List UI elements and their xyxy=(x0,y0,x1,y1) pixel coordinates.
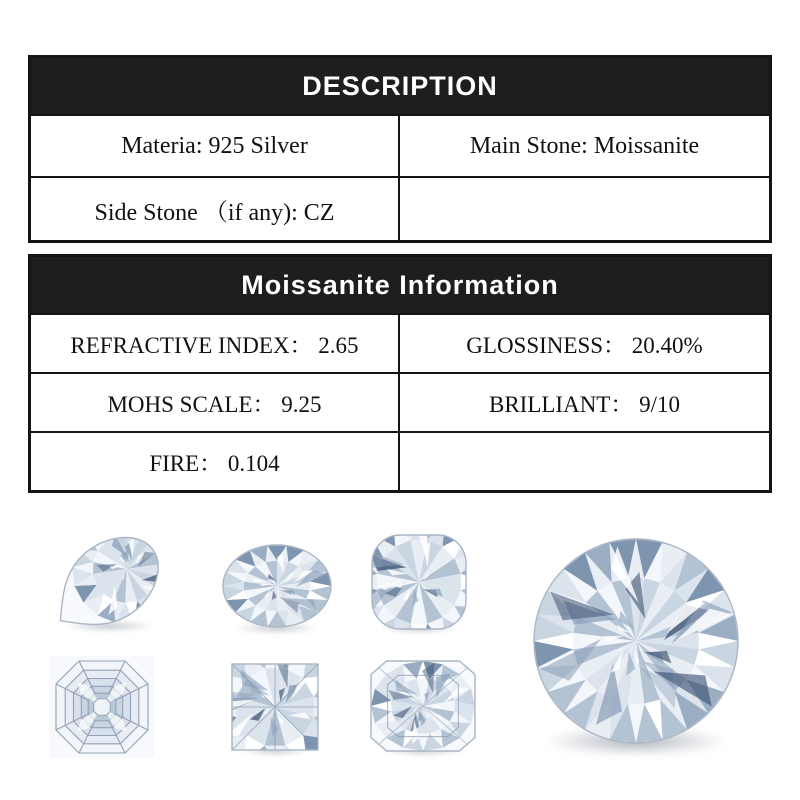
side-stone-cell: Side Stone （if any): CZ xyxy=(31,178,400,240)
radiant-cut-gem-icon xyxy=(365,656,481,756)
oval-cut-gem-icon xyxy=(219,538,335,634)
moissanite-table-title: Moissanite Information xyxy=(241,269,559,300)
moissanite-information-table xyxy=(28,254,772,493)
asscher-cut-gem-icon xyxy=(49,656,155,758)
pear-cut-gem-icon xyxy=(46,528,172,632)
table-row xyxy=(31,114,769,176)
empty-cell xyxy=(400,433,769,490)
description-table-header xyxy=(31,58,769,114)
brilliant-cell: BRILLIANT： 9/10 xyxy=(488,392,680,417)
empty-cell xyxy=(400,178,769,240)
princess-cut-gem-icon xyxy=(227,658,323,756)
glossiness-cell: GLOSSINESS： 20.40% xyxy=(466,333,703,358)
table-row xyxy=(31,176,769,240)
mohs-scale-cell: MOHS SCALE： 9.25 xyxy=(31,374,400,431)
refractive-index-cell: REFRACTIVE INDEX： 2.65 xyxy=(31,315,400,372)
gem-cuts-gallery xyxy=(0,505,800,800)
table-row xyxy=(31,431,769,490)
main-stone-cell: Main Stone: Moissanite xyxy=(469,132,700,159)
moissanite-table-header xyxy=(31,257,769,313)
table-row xyxy=(31,372,769,431)
fire-cell: FIRE： 0.104 xyxy=(31,433,400,490)
description-table-title: DESCRIPTION xyxy=(302,70,498,101)
table-row xyxy=(31,313,769,372)
round-brilliant-gem-icon xyxy=(528,532,744,758)
cushion-cut-gem-icon xyxy=(367,530,471,634)
material-cell: Materia: 925 Silver xyxy=(31,116,400,176)
description-table xyxy=(28,55,772,243)
